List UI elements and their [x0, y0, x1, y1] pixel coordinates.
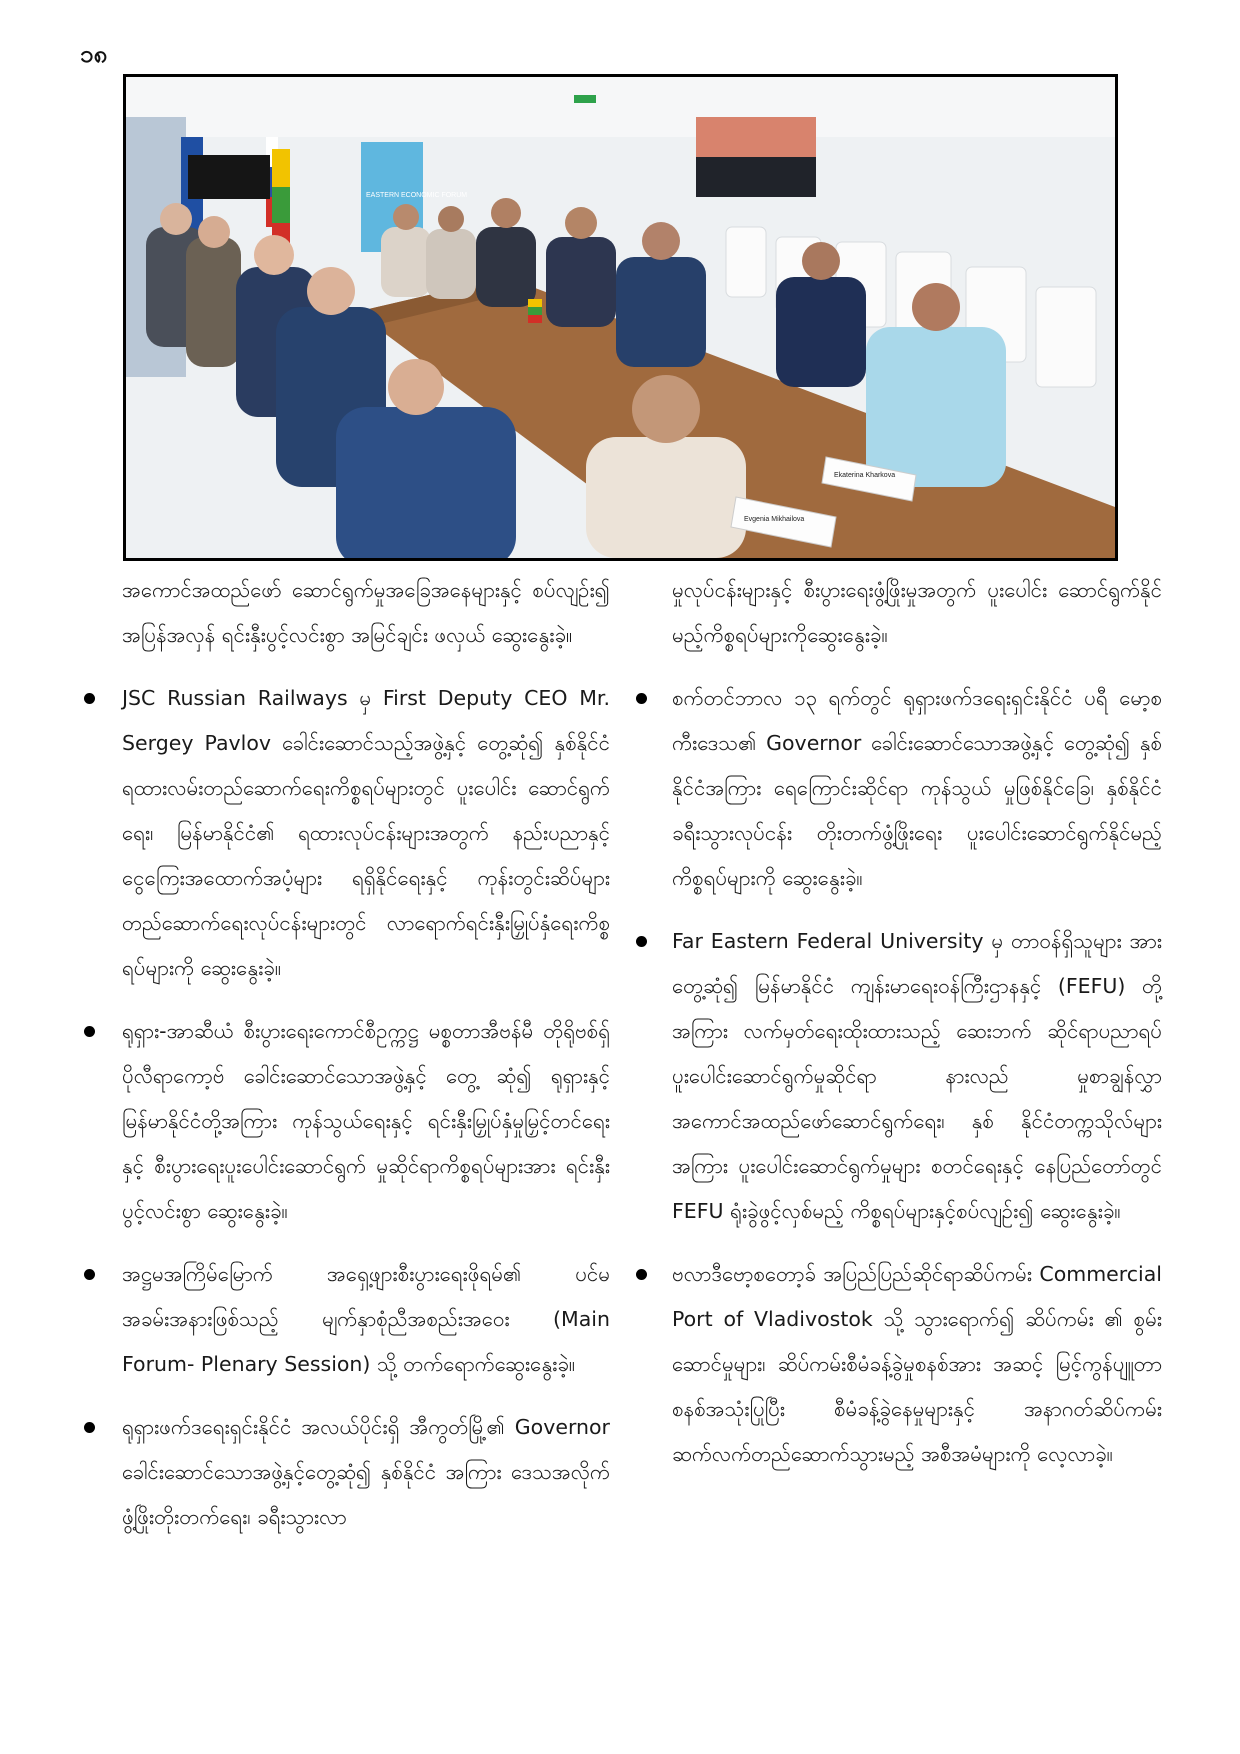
bullet-icon: [84, 693, 95, 704]
list-item: [122, 1252, 610, 1387]
name-card-2: Evgenia Mikhailova: [744, 516, 805, 523]
meeting-photo-illustration: [126, 77, 1115, 558]
bullet-text: ရုရှားဖက်ဒရေးရှင်းနိုင်ငံ အလယ်ပိုင်းရှိ အီကွတ်မြို့၏ Governor ခေါင်းဆောင်သောအဖွဲ့နှင့်တွေ့ဆုံ၍ နှစ်နိုင်ငံ အကြား ဒေသအလိုက် ဖွံ့ဖြိုးတိုးတက်ရေး၊ ခရီးသွားလာ: [122, 1415, 610, 1529]
bullet-text: ဗလာဒီဗော့စတော့ခ် အပြည်ပြည်ဆိုင်ရာဆိပ်ကမ်း Commercial Port of Vladivostok သို့ သွားရောက်၍ ဆိပ်ကမ်း ၏ စွမ်းဆောင်မှုများ၊ ဆိပ်ကမ်းစီမံခန့်ခွဲမှုစနစ်အား အဆင့် မြင့်ကွန်ပျူတာစနစ်အသုံးပြုပြီး စီမံခန့်ခွဲနေမှုများနှင့် အနာဂတ်ဆိပ်ကမ်း ဆက်လက်တည်ဆောက်သွားမည့် အစီအမံများကို လေ့လာခဲ့။: [672, 1262, 1162, 1466]
bullet-icon: [636, 1269, 647, 1280]
list-item: [122, 676, 610, 991]
bullet-text: အဋ္ဌမအကြိမ်မြောက် အရှေ့ဖျားစီးပွားရေးဖိုရမ်၏ ပင်မ အခမ်းအနားဖြစ်သည့် မျက်နှာစုံညီအစည်းအဝေး (Main Forum- Plenary Session) သို့ တက်ရောက်ဆွေးနွေးခဲ့။: [122, 1262, 610, 1376]
right-continued-paragraph: မှုလုပ်ငန်းများနှင့် စီးပွားရေးဖွံ့ဖြိုးမှုအတွက် ပူးပေါင်း ဆောင်ရွက်နိုင်မည့်ကိစ္စရပ်များကိုဆွေးနွေးခဲ့။: [672, 578, 1162, 647]
bullet-icon: [636, 693, 647, 704]
list-item: [672, 919, 1162, 1234]
banner-text: EASTERN ECONOMIC FORUM: [366, 192, 468, 199]
list-item: [672, 676, 1162, 901]
list-item: [122, 1405, 610, 1540]
bullet-text: စက်တင်ဘာလ ၁၃ ရက်တွင် ရုရှားဖက်ဒရေးရှင်းနိုင်ငံ ပရီ မော့စကီးဒေသ၏ Governor ခေါင်းဆောင်သောအဖွဲ့နှင့် တွေ့ဆုံ၍ နှစ်နိုင်ငံအကြား ရေကြောင်းဆိုင်ရာ ကုန်သွယ် မှုဖြစ်နိုင်ခြေ၊ နှစ်နိုင်ငံခရီးသွားလုပ်ငန်း တိုးတက်ဖွံ့ဖြိုးရေး ပူးပေါင်းဆောင်ရွက်နိုင်မည့် ကိစ္စရပ်များကို ဆွေးနွေးခဲ့။: [672, 686, 1162, 890]
bullet-text: ရုရှား-အာဆီယံ စီးပွားရေးကောင်စီဥက္ကဋ္ဌ မစ္စတာအီဗန်မီ တိုရိုဗစ်ရှ်ပိုလီရာကော့ဗ် ခေါင်းဆောင်သောအဖွဲ့နှင့် တွေ့ ဆုံ၍ ရုရှားနှင့် မြန်မာနိုင်ငံတို့အကြား ကုန်သွယ်ရေးနှင့် ရင်းနှီးမြှုပ်နှံမှုမြှင့်တင်ရေးနှင့် စီးပွားရေးပူးပေါင်းဆောင်ရွက် မှုဆိုင်ရာကိစ္စရပ်များအား ရင်းနှီးပွင့်လင်းစွာ ဆွေးနွေးခဲ့။: [122, 1019, 610, 1223]
bullet-icon: [84, 1026, 95, 1037]
list-item: [672, 1252, 1162, 1477]
bullet-text: Far Eastern Federal University မှ တာဝန်ရှိသူများ အား တွေ့ဆုံ၍ မြန်မာနိုင်ငံ ကျန်းမာရေးဝန်ကြီးဌာနနှင့် (FEFU) တို့အကြား လက်မှတ်ရေးထိုးထားသည့် ဆေးဘက် ဆိုင်ရာပညာရပ် ပူးပေါင်းဆောင်ရွက်မှုဆိုင်ရာ နားလည် မှုစာချွန်လွှာ အကောင်အထည်ဖော်ဆောင်ရွက်ရေး၊ နှစ် နိုင်ငံတက္ကသိုလ်များအကြား ပူးပေါင်းဆောင်ရွက်မှုများ စတင်ရေးနှင့် နေပြည်တော်တွင် FEFU ရုံးခွဲဖွင့်လှစ်မည့် ကိစ္စရပ်များနှင့်စပ်လျဉ်း၍ ဆွေးနွေးခဲ့။: [672, 929, 1162, 1223]
list-item: [122, 1009, 610, 1234]
bullet-icon: [84, 1269, 95, 1280]
bullet-icon: [84, 1422, 95, 1433]
name-card-1: Ekaterina Kharkova: [834, 472, 896, 479]
left-column: [122, 568, 610, 1540]
page-number: ၁၈: [80, 40, 108, 68]
right-column: [672, 568, 1162, 1477]
meeting-photo: [123, 74, 1118, 561]
bullet-text: JSC Russian Railways မှ First Deputy CEO Mr. Sergey Pavlov ခေါင်းဆောင်သည့်အဖွဲ့နှင့် တွေ့ဆုံ၍ နှစ်နိုင်ငံ ရထားလမ်းတည်ဆောက်ရေးကိစ္စရပ်များတွင် ပူးပေါင်း ဆောင်ရွက်ရေး၊ မြန်မာနိုင်ငံ၏ ရထားလုပ်ငန်းများအတွက် နည်းပညာနှင့် ငွေကြေးအထောက်အပံ့များ ရရှိနိုင်ရေးနှင့် ကုန်းတွင်းဆိပ်များ တည်ဆောက်ရေးလုပ်ငန်းများတွင် လာရောက်ရင်းနှီးမြှုပ်နှံရေးကိစ္စရပ်များကို ဆွေးနွေးခဲ့။: [122, 686, 610, 980]
bullet-icon: [636, 936, 647, 947]
left-continued-paragraph: အကောင်အထည်ဖော် ဆောင်ရွက်မှုအခြေအနေများနှင့် စပ်လျဉ်း၍ အပြန်အလှန် ရင်းနှီးပွင့်လင်းစွာ အမြင်ချင်း ဖလှယ် ဆွေးနွေးခဲ့။: [122, 578, 610, 647]
